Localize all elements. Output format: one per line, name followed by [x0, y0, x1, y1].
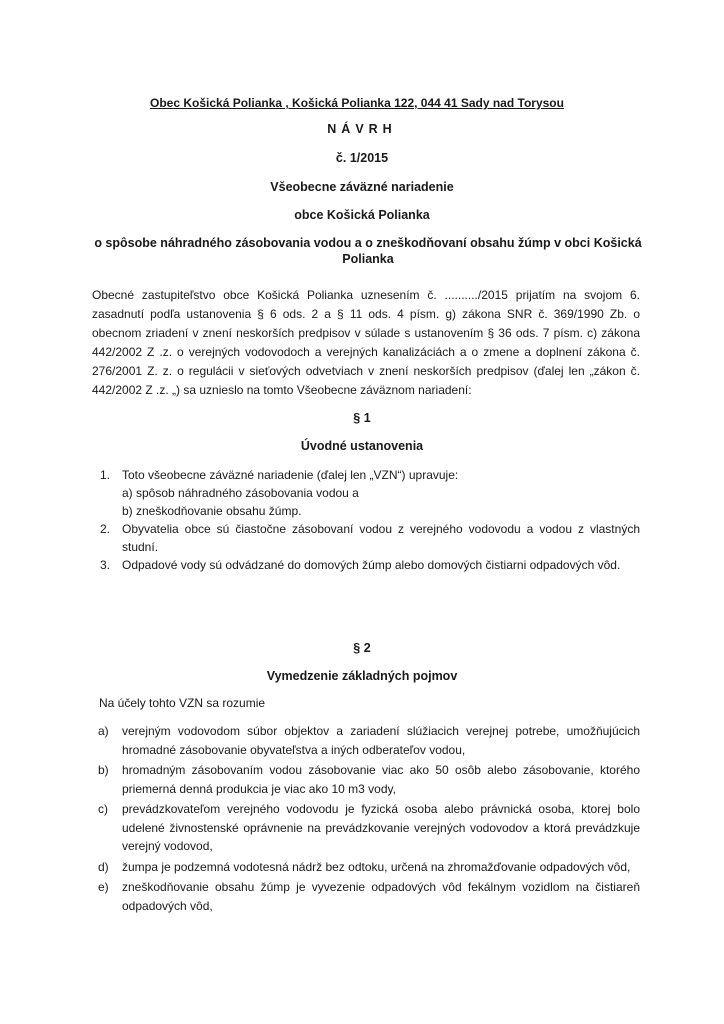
list-item [92, 556, 640, 574]
section-1-number: § 1 [353, 411, 371, 425]
list-item-text: Odpadové vody sú odvádzané do domových žúmp alebo domových čistiarni odpadových vôd. [122, 558, 621, 572]
sub-list [122, 484, 640, 520]
definition-marker: a) [98, 724, 109, 738]
sub-list-item [122, 484, 640, 502]
intro-paragraph: Obecné zastupiteľstvo obce Košická Polianka uznesením č. ........../2015 prijatím na svojom 6. zasadnutí podľa ustanovenia § 6 ods. 2 a § 11 ods. 4 písm. g) zákona SNR č. 369/1990 Zb. o obecnom zriadení v znení neskorších predpisov v súlade s ustanovením § 36 ods. 7 písm. c) zákona 442/2002 Z .z. o verejných vodovodoch a verejných kanalizáciách a o zmene a doplnení zákona č. 276/2001 Z. z. o regulácii v sieťových odvetviach v znení neskorších predpisov (ďalej len „zákon č. 442/2002 Z .z. „) sa uznieslo na tomto Všeobecne záväznom nariadení: [92, 288, 640, 397]
sub-list-marker: a) [122, 486, 133, 500]
section-2-title: Vymedzenie základných pojmov [266, 669, 458, 683]
section-2-lead: Na účely tohto VZN sa rozumie [99, 696, 266, 710]
list-marker: 2. [100, 522, 111, 536]
definition-text: zneškodňovanie obsahu žúmp je vyvezenie odpadových vôd fekálnym vozidlom na čistiareň odpadových vôd, [122, 880, 640, 913]
sub-list-item [122, 502, 640, 520]
sub-list-item-text: zneškodňovanie obsahu žúmp. [136, 504, 302, 518]
sub-list-item-text: spôsob náhradného zásobovania vodou a [136, 486, 359, 500]
definition-item [98, 761, 640, 798]
municipality-address: Obec Košická Polianka , Košická Polianka 122, 044 41 Sady nad Torysou [150, 96, 564, 110]
draft-label: NÁVRH [327, 122, 397, 136]
definition-marker: e) [98, 880, 109, 894]
list-marker: 3. [100, 558, 111, 572]
definition-marker: b) [98, 763, 109, 777]
definitions-list [98, 722, 640, 917]
regulation-title: Všeobecne záväzné nariadenie [270, 180, 454, 194]
regulation-issuer: obce Košická Polianka [294, 208, 430, 222]
list-item-text: Obyvatelia obce sú čiastočne zásobovaní vodou z verejného vodovodu a vodou z vlastných studní. [122, 522, 640, 554]
list-item [92, 466, 640, 520]
definition-marker: d) [98, 859, 109, 874]
definition-item [98, 858, 640, 877]
list-item [92, 520, 640, 556]
definition-text: prevádzkovateľom verejného vodovodu je fyzická osoba alebo právnická osoba, ktorej bolo udelené živnostenské oprávnenie na prevádzkovanie verejných vodovodov a ktorá prevádzkuje verejný vodovod, [122, 802, 640, 853]
definition-text: hromadným zásobovaním vodou zásobovanie viac ako 50 osôb alebo zásobovanie, ktorého priemerná denná produkcia je viac ako 10 m3 vody, [122, 763, 640, 796]
regulation-subject: o spôsobe náhradného zásobovania vodou a o zneškodňovaní obsahu žúmp v obci Košická Polianka [94, 236, 642, 266]
definition-text: žumpa je podzemná vodotesná nádrž bez odtoku, určená na zhromažďovanie odpadových vôd, [122, 859, 631, 874]
list-marker: 1. [100, 468, 111, 482]
definition-item [98, 878, 640, 915]
definition-marker: c) [98, 802, 108, 816]
definition-text: verejným vodovodom súbor objektov a zariadení slúžiacich verejnej potrebe, umožňujúcich hromadné zásobovanie obyvateľstva a iných odberateľov vodou, [122, 724, 640, 757]
section-1-title: Úvodné ustanovenia [300, 439, 424, 453]
definition-item [98, 722, 640, 759]
regulation-number: č. 1/2015 [335, 151, 389, 165]
sub-list-marker: b) [122, 504, 133, 518]
section-1-list [92, 466, 640, 574]
definition-item [98, 800, 640, 856]
section-2-number: § 2 [353, 641, 371, 655]
list-item-text: Toto všeobecne záväzné nariadenie (ďalej len „VZN“) upravuje: [122, 468, 459, 482]
